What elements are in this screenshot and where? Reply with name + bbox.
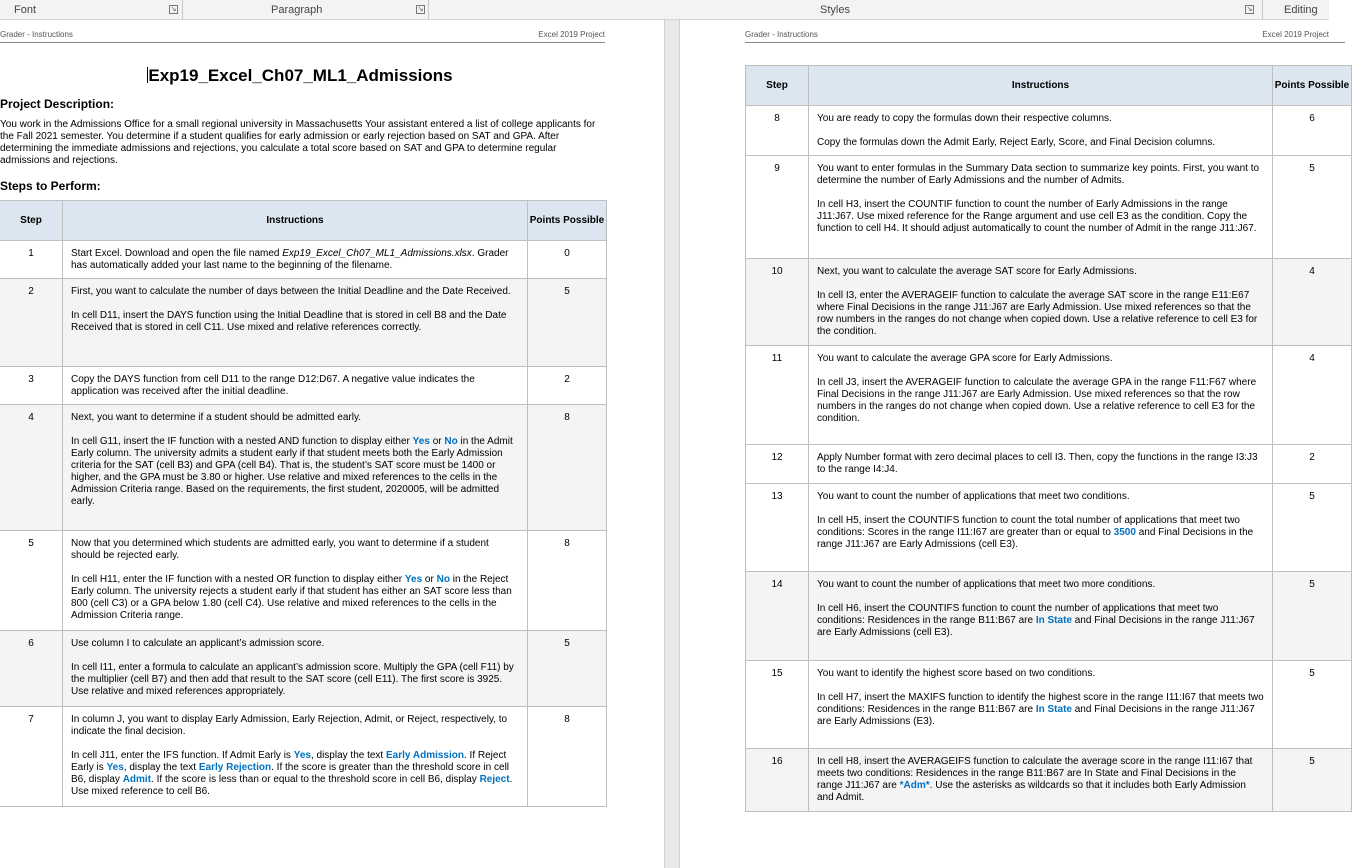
step-number: 2 — [0, 279, 63, 367]
instruction-text: You want to count the number of applications that meet two conditions. — [817, 491, 1130, 502]
table-row — [746, 572, 1352, 661]
ribbon-group-paragraph: Paragraph — [271, 4, 323, 16]
steps-table-page1 — [0, 200, 607, 807]
instruction-paragraph — [817, 199, 1264, 235]
step-instructions — [809, 156, 1273, 259]
points-possible: 2 — [1273, 445, 1352, 484]
instruction-text: . If the score is greater than the threshold score in cell B6, display — [71, 762, 510, 785]
step-instructions — [809, 445, 1273, 484]
instruction-paragraph — [817, 113, 1264, 125]
instruction-paragraph — [71, 286, 519, 298]
instruction-text: You want to identify the highest score based on two conditions. — [817, 668, 1096, 679]
step-instructions — [809, 484, 1273, 572]
instruction-text: or — [429, 436, 445, 447]
table-row — [746, 346, 1352, 445]
step-number: 5 — [0, 531, 63, 631]
highlighted-term: Early Admission — [386, 750, 464, 761]
header-right-text: Excel 2019 Project — [1262, 30, 1329, 39]
instruction-text: In cell I3, enter the AVERAGEIF function to calculate the average SAT score in the range E11:E67 where Final Decisions in the range J11:J67 are Early Admission. Use mixed references so that the row numbers in the ranges do not change when copied down. Use a relative reference to cell E3 for the condition. — [817, 290, 1258, 337]
step-instructions — [63, 367, 528, 405]
instruction-text: and Final Decisions in the range J11:J67 are Early Admissions (cell E3). — [817, 527, 1254, 550]
instruction-paragraph — [817, 603, 1264, 639]
table-row — [746, 106, 1352, 156]
steps-table-page2 — [745, 65, 1352, 812]
instruction-text: In cell H6, insert the COUNTIFS function to count the number of applications that meet two conditions: Residences in the range B11:B67 are — [817, 603, 1219, 626]
ribbon-group-font: Font — [14, 4, 37, 16]
ribbon-group-styles: Styles — [820, 4, 850, 16]
instruction-text: First, you want to calculate the number of days between the Initial Deadline and the Date Received. — [71, 286, 511, 297]
project-description: You work in the Admissions Office for a small regional university in Massachusetts Your assistant entered a list of college applicants for the Fall 2021 semester. You determine if a student qualifies for early admission or early rejection based on SAT and GPA. After determining the immediate admissions and rejections, you calculate a total score based on SAT and GPA to determine regular admissions and rejections. — [0, 119, 596, 166]
document-title[interactable] — [0, 66, 600, 86]
instruction-text: In column J, you want to display Early Admission, Early Rejection, Admit, or Reject, respectively, to indicate the final decision. — [71, 714, 508, 737]
instruction-text: In cell H11, enter the IF function with a nested OR function to display either — [71, 574, 405, 585]
points-possible: 5 — [1273, 749, 1352, 812]
points-possible: 5 — [528, 631, 607, 707]
instruction-text: In cell D11, insert the DAYS function using the Initial Deadline that is stored in cell B8 and the Date Received that is stored in cell C11. Use mixed and relative references correctly. — [71, 310, 507, 333]
instruction-text: or — [422, 574, 437, 585]
step-number: 6 — [0, 631, 63, 707]
step-number: 13 — [746, 484, 809, 572]
highlighted-term: No — [436, 574, 450, 585]
instruction-text: . If the score is less than or equal to the threshold score in cell B6, display — [151, 774, 480, 785]
instruction-paragraph — [817, 515, 1264, 551]
step-instructions — [63, 405, 528, 531]
instruction-paragraph — [71, 538, 519, 562]
instruction-paragraph — [71, 310, 519, 334]
points-possible: 8 — [528, 405, 607, 531]
title-text: Exp19_Excel_Ch07_ML1_Admissions — [148, 66, 453, 85]
instruction-paragraph — [817, 756, 1264, 804]
points-possible: 6 — [1273, 106, 1352, 156]
step-instructions — [63, 631, 528, 707]
instruction-paragraph — [817, 163, 1264, 187]
header-step: Step — [746, 66, 809, 106]
highlighted-term: In State — [1035, 615, 1072, 626]
instruction-paragraph — [71, 374, 519, 398]
header-points: Points Possible — [528, 201, 607, 241]
header-instructions: Instructions — [63, 201, 528, 241]
step-number: 1 — [0, 241, 63, 279]
filename-text: Exp19_Excel_Ch07_ML1_Admissions.xlsx — [282, 248, 472, 259]
points-possible: 2 — [528, 367, 607, 405]
instruction-paragraph — [817, 692, 1264, 728]
step-instructions — [63, 279, 528, 367]
table-row — [0, 367, 607, 405]
instruction-text: , display the text — [123, 762, 199, 773]
step-instructions — [809, 572, 1273, 661]
instruction-paragraph — [71, 750, 519, 798]
instruction-text: Start Excel. Download and open the file named — [71, 248, 283, 259]
highlighted-term: Yes — [412, 436, 430, 447]
table-row — [746, 445, 1352, 484]
instruction-text: In cell H7, insert the MAXIFS function to identify the highest score in the range I11:I67 that meets two conditions: Residences in the range B11:B67 are — [817, 692, 1264, 715]
instruction-paragraph — [71, 662, 519, 698]
instruction-paragraph — [817, 491, 1264, 503]
instruction-text: In cell H8, insert the AVERAGEIFS function to calculate the average score in the range I11:I67 that meets two conditions: Residences in the range B11:B67 are In State and Final Decisions in the range J11:J67 are — [817, 756, 1253, 791]
step-number: 4 — [0, 405, 63, 531]
instruction-text: and Final Decisions in the range J11:J67 are Early Admissions (E3). — [817, 704, 1255, 727]
instruction-text: Copy the DAYS function from cell D11 to the range D12:D67. A negative value indicates the application was received after the initial deadline. — [71, 374, 475, 397]
points-possible: 5 — [1273, 484, 1352, 572]
instruction-paragraph — [817, 377, 1264, 425]
project-description-heading: Project Description: — [0, 97, 115, 111]
step-instructions — [63, 707, 528, 807]
highlighted-term: Yes — [293, 750, 311, 761]
instruction-text: In cell J11, enter the IFS function. If Admit Early is — [71, 750, 294, 761]
divider — [1262, 0, 1263, 20]
points-possible: 0 — [528, 241, 607, 279]
highlighted-term: No — [444, 436, 458, 447]
instruction-paragraph — [817, 353, 1264, 365]
highlighted-term: Early Rejection — [198, 762, 272, 773]
instruction-text: In cell J3, insert the AVERAGEIF function to calculate the average GPA in the range F11:F67 where Final Decisions in the range J11:J67 are Early Admission. Use mixed references so that the row numbers in the ranges do not change when copied down. Use a relative reference to cell E3 for the condition. — [817, 377, 1257, 424]
step-instructions — [809, 346, 1273, 445]
instruction-text: Now that you determined which students are admitted early, you want to determine if a student should be rejected early. — [71, 538, 489, 561]
instruction-paragraph — [71, 248, 519, 272]
points-possible: 4 — [1273, 346, 1352, 445]
instruction-text: . Use the asterisks as wildcards so that it includes both Early Admission and Admit. — [817, 780, 1246, 803]
table-row — [0, 279, 607, 367]
table-row — [0, 707, 607, 807]
step-number: 14 — [746, 572, 809, 661]
step-number: 11 — [746, 346, 809, 445]
header-step: Step — [0, 201, 63, 241]
step-number: 9 — [746, 156, 809, 259]
instruction-text: Next, you want to calculate the average SAT score for Early Admissions. — [817, 266, 1137, 277]
ribbon-group-labels — [0, 0, 1329, 20]
instruction-text: You want to enter formulas in the Summary Data section to summarize key points. First, you want to determine the number of Early Admissions and the number of Admits. — [817, 163, 1260, 186]
instruction-text: You want to count the number of applications that meet two more conditions. — [817, 579, 1156, 590]
instruction-text: . Use mixed reference to cell B6. — [71, 774, 513, 797]
header-left-text: Grader - Instructions — [745, 30, 818, 39]
highlighted-term: Reject — [479, 774, 510, 785]
highlighted-term: Yes — [106, 762, 124, 773]
instruction-paragraph — [71, 574, 519, 622]
header-right-text: Excel 2019 Project — [538, 30, 605, 39]
header-points: Points Possible — [1273, 66, 1352, 106]
instruction-paragraph — [817, 452, 1264, 476]
step-instructions — [63, 241, 528, 279]
instruction-text: You are ready to copy the formulas down their respective columns. — [817, 113, 1112, 124]
highlighted-term: 3500 — [1113, 527, 1136, 538]
instruction-paragraph — [817, 137, 1264, 149]
instruction-text: in the Admit Early column. The university admits a student early if that student meets both the Early Admission criteria for the SAT (cell B3) and GPA (cell B4). That is, the student’s SAT score must be 1400 or higher, and the GPA must be 3.80 or higher. Use relative and mixed references to the cells in the Admission Criteria range. Based on the requirements, the first student, 2020005, will be admitted early. — [71, 436, 513, 507]
instruction-text: and Final Decisions in the range J11:J67 are Early Admissions (cell E3). — [817, 615, 1255, 638]
highlighted-term: Admit — [122, 774, 152, 785]
instruction-text: Use column I to calculate an applicant’s admission score. — [71, 638, 325, 649]
table-row — [0, 405, 607, 531]
instruction-text: In cell H5, insert the COUNTIFS function to count the total number of applications that meet two conditions: Scores in the range I11:I67 are greater than or equal to — [817, 515, 1240, 538]
steps-heading: Steps to Perform: — [0, 179, 101, 193]
styles-dialog-launcher-icon[interactable]: ↘ — [1246, 6, 1253, 13]
step-instructions — [809, 749, 1273, 812]
table-row — [746, 749, 1352, 812]
instruction-paragraph — [71, 412, 519, 424]
step-number: 16 — [746, 749, 809, 812]
step-number: 15 — [746, 661, 809, 749]
highlighted-term: Yes — [404, 574, 423, 585]
table-row — [746, 484, 1352, 572]
table-row — [0, 631, 607, 707]
step-instructions — [809, 259, 1273, 346]
step-instructions — [809, 106, 1273, 156]
instruction-text: . If Reject Early is — [71, 750, 507, 773]
instruction-text: Next, you want to determine if a student should be admitted early. — [71, 412, 361, 423]
instruction-paragraph — [71, 436, 519, 508]
points-possible: 5 — [1273, 572, 1352, 661]
instruction-paragraph — [71, 714, 519, 738]
divider — [428, 0, 429, 20]
step-instructions — [63, 531, 528, 631]
table-row — [746, 661, 1352, 749]
instruction-text: In cell I11, enter a formula to calculate an applicant’s admission score. Multiply the GPA (cell F11) by the multiplier (cell B7) and then add that result to the SAT score (cell E11). The first score is 3925. Use relative and mixed references appropriately. — [71, 662, 514, 697]
instruction-text: Copy the formulas down the Admit Early, Reject Early, Score, and Final Decision columns. — [817, 137, 1216, 148]
font-dialog-launcher-icon[interactable]: ↘ — [170, 6, 177, 13]
points-possible: 5 — [1273, 661, 1352, 749]
points-possible: 4 — [1273, 259, 1352, 346]
instruction-text: . Grader has automatically added your last name to the beginning of the filename. — [71, 248, 509, 271]
instruction-text: , display the text — [310, 750, 386, 761]
header-left-text: Grader - Instructions — [0, 30, 73, 39]
step-number: 3 — [0, 367, 63, 405]
instruction-text: In cell G11, insert the IF function with a nested AND function to display either — [71, 436, 413, 447]
paragraph-dialog-launcher-icon[interactable]: ↘ — [417, 6, 424, 13]
highlighted-term: In State — [1035, 704, 1072, 715]
instruction-text: Apply Number format with zero decimal places to cell I3. Then, copy the functions in the range I3:J3 to the range I4:J4. — [817, 452, 1258, 475]
instruction-text: In cell H3, insert the COUNTIF function to count the number of Early Admissions in the range J11:J67. Use mixed reference for the Range argument and use cell E3 as the condition. Copy the function to cell H4. It should adjust automatically to count the number of Admit in the range J11:J67. — [817, 199, 1257, 234]
points-possible: 8 — [528, 531, 607, 631]
points-possible: 8 — [528, 707, 607, 807]
instruction-paragraph — [817, 266, 1264, 278]
step-number: 10 — [746, 259, 809, 346]
divider — [182, 0, 183, 20]
table-row — [746, 259, 1352, 346]
page-header-right — [745, 30, 1345, 43]
table-row — [0, 531, 607, 631]
instruction-paragraph — [817, 579, 1264, 591]
step-number: 12 — [746, 445, 809, 484]
table-row — [0, 241, 607, 279]
step-number: 8 — [746, 106, 809, 156]
instruction-paragraph — [71, 638, 519, 650]
header-instructions: Instructions — [809, 66, 1273, 106]
ribbon-group-editing: Editing — [1284, 4, 1318, 16]
table-row — [746, 156, 1352, 259]
highlighted-term: *Adm* — [899, 780, 930, 791]
instruction-paragraph — [817, 290, 1264, 338]
page-gap — [664, 20, 680, 868]
step-instructions — [809, 661, 1273, 749]
instruction-text: You want to calculate the average GPA score for Early Admissions. — [817, 353, 1113, 364]
instruction-paragraph — [817, 668, 1264, 680]
points-possible: 5 — [528, 279, 607, 367]
page-header-left — [0, 30, 605, 43]
instruction-text: in the Reject Early column. The university rejects a student early if that student has either an SAT score less than 800 (cell C3) or a GPA below 1.80 (cell C4). Use relative and mixed references to the cells in the Admission Criteria range. — [71, 574, 512, 621]
step-number: 7 — [0, 707, 63, 807]
points-possible: 5 — [1273, 156, 1352, 259]
